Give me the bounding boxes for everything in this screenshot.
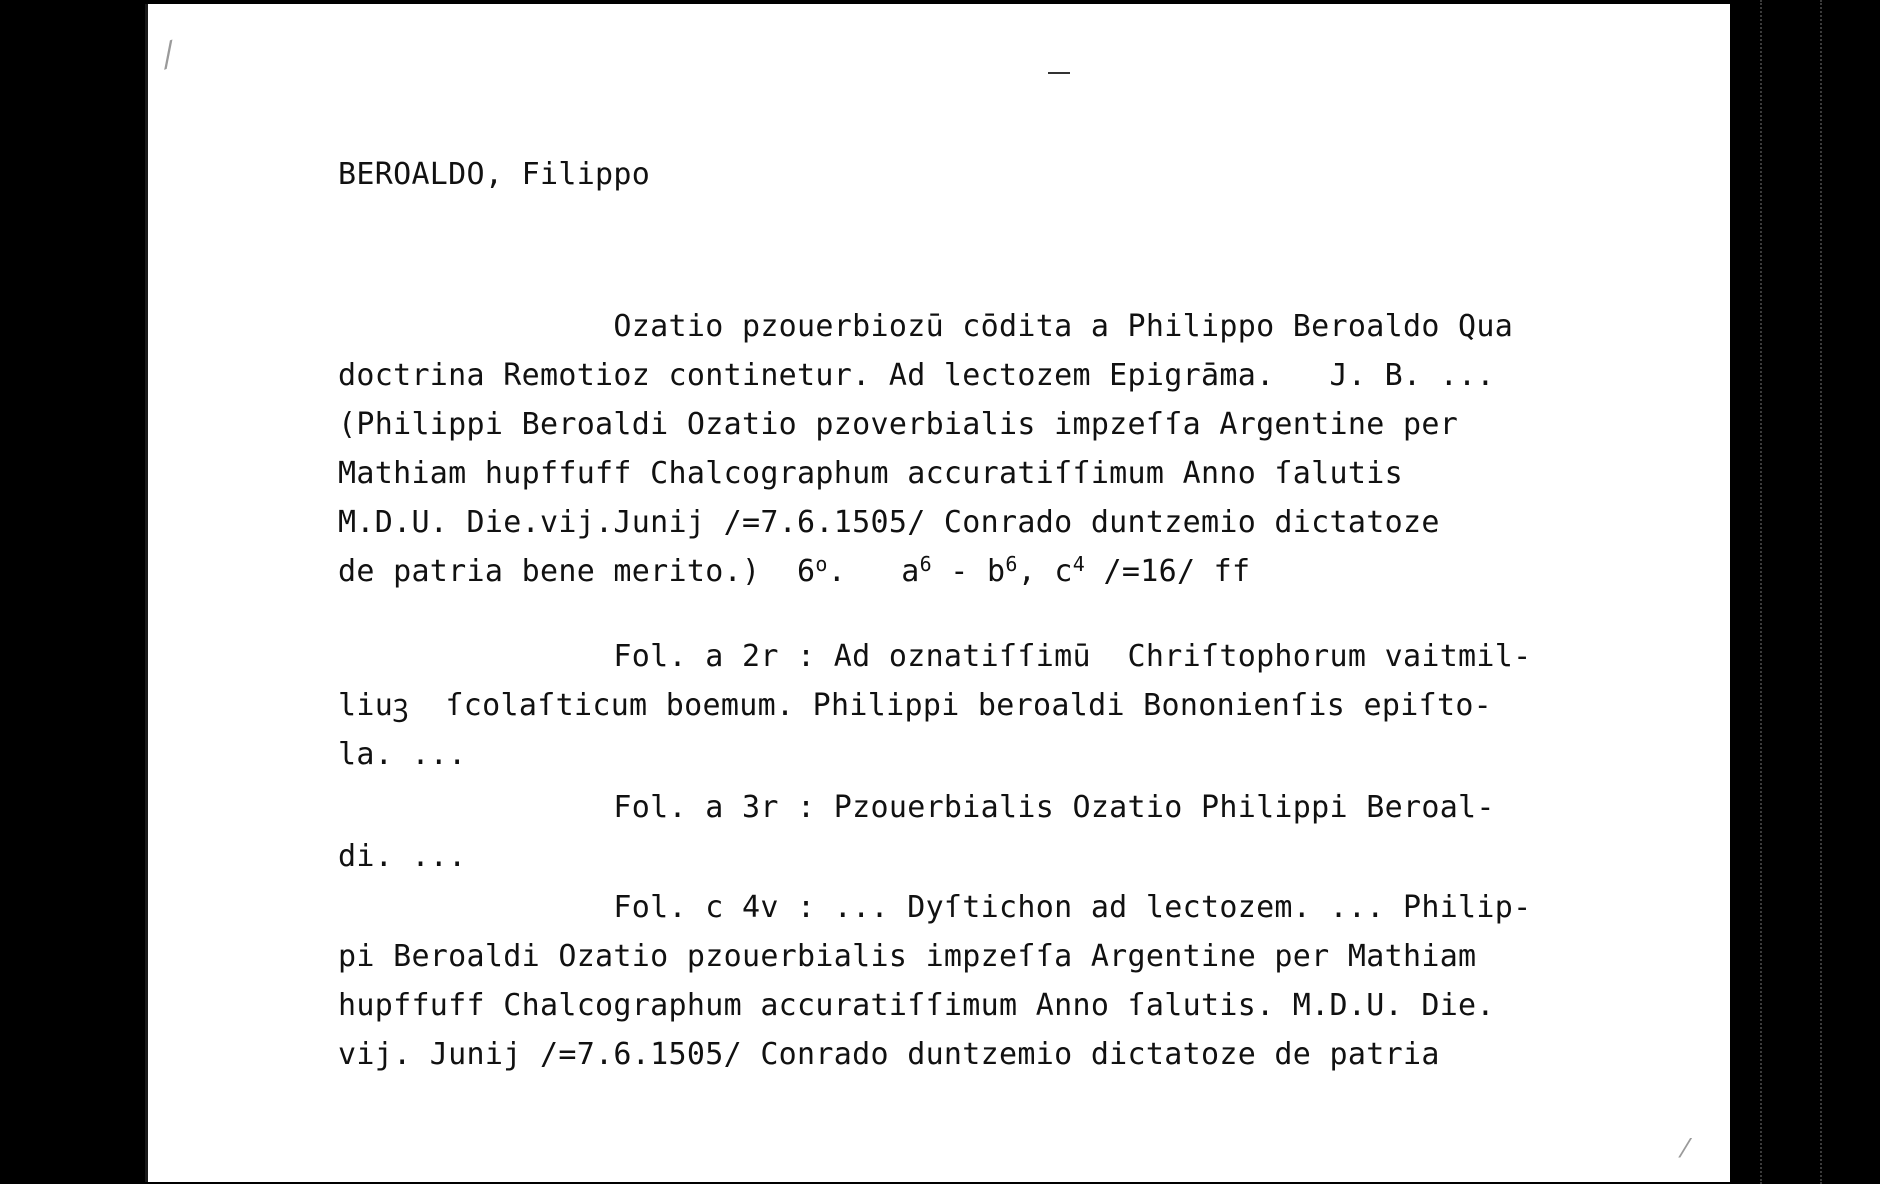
entry-line: M.D.U. Die.vij.Junij /=7.6.1505/ Conrado duntzemio dictatoze bbox=[338, 505, 1440, 540]
punch-dash bbox=[1048, 72, 1070, 74]
scan-edge-dots bbox=[1760, 0, 1762, 1184]
format-superscript: o bbox=[815, 552, 828, 576]
fol-a2r-line: la. ... bbox=[338, 737, 467, 772]
collation-line bbox=[338, 552, 1251, 589]
fol-a3r-line: di. ... bbox=[338, 839, 467, 874]
pencil-mark: ⁄ bbox=[1683, 1134, 1688, 1164]
signature-a: . a bbox=[827, 554, 920, 589]
entry-line: Mathiam hupffuff Chalcographum accuratiſſimum Anno ſalutis bbox=[338, 456, 1403, 491]
scan-edge-dots bbox=[1820, 0, 1822, 1184]
signature-c-count: 4 bbox=[1072, 552, 1086, 576]
fol-a2r-line: Fol. a 2r : Ad oznatiſſimū Chriſtophorum vaitmil- bbox=[338, 639, 1532, 674]
pencil-mark: ⁄ bbox=[159, 36, 179, 76]
fol-c4v-line: vij. Junij /=7.6.1505/ Conrado duntzemio dictatoze de patria bbox=[338, 1037, 1440, 1072]
catalog-card bbox=[145, 4, 1730, 1182]
fol-c4v-line: Fol. c 4v : ... Dyſtichon ad lectozem. ... Philip- bbox=[338, 890, 1532, 925]
entry-line: doctrina Remotioz continetur. Ad lectozem Epigrāma. J. B. ... bbox=[338, 358, 1495, 393]
fol-a3r-line: Fol. a 3r : Pzouerbialis Ozatio Philippi Beroal- bbox=[338, 790, 1495, 825]
fol-c4v-line: pi Beroaldi Ozatio pzouerbialis impzeſſa Argentine per Mathiam bbox=[338, 939, 1477, 974]
card-heading: BEROALDO, Filippo bbox=[338, 157, 651, 192]
entry-line: (Philippi Beroaldi Ozatio pzoverbialis impzeſſa Argentine per bbox=[338, 407, 1459, 442]
fol-c4v-line: hupffuff Chalcographum accuratiſſimum Anno ſalutis. M.D.U. Die. bbox=[338, 988, 1495, 1023]
leaf-count: /=16/ ff bbox=[1085, 554, 1251, 589]
signature-c: , c bbox=[1017, 554, 1073, 589]
fol-a2r-line: liuꝫ ſcolaſticum boemum. Philippi beroaldi Bononienſis epiſto- bbox=[338, 688, 1493, 723]
signature-a-count: 6 bbox=[919, 552, 932, 576]
signature-b: - b bbox=[931, 554, 1006, 589]
collation-text: de patria bene merito.) 6 bbox=[338, 554, 816, 589]
signature-b-count: 6 bbox=[1005, 552, 1018, 576]
entry-line: Ozatio pzouerbiozū cōdita a Philippo Beroaldo Qua bbox=[338, 309, 1514, 344]
